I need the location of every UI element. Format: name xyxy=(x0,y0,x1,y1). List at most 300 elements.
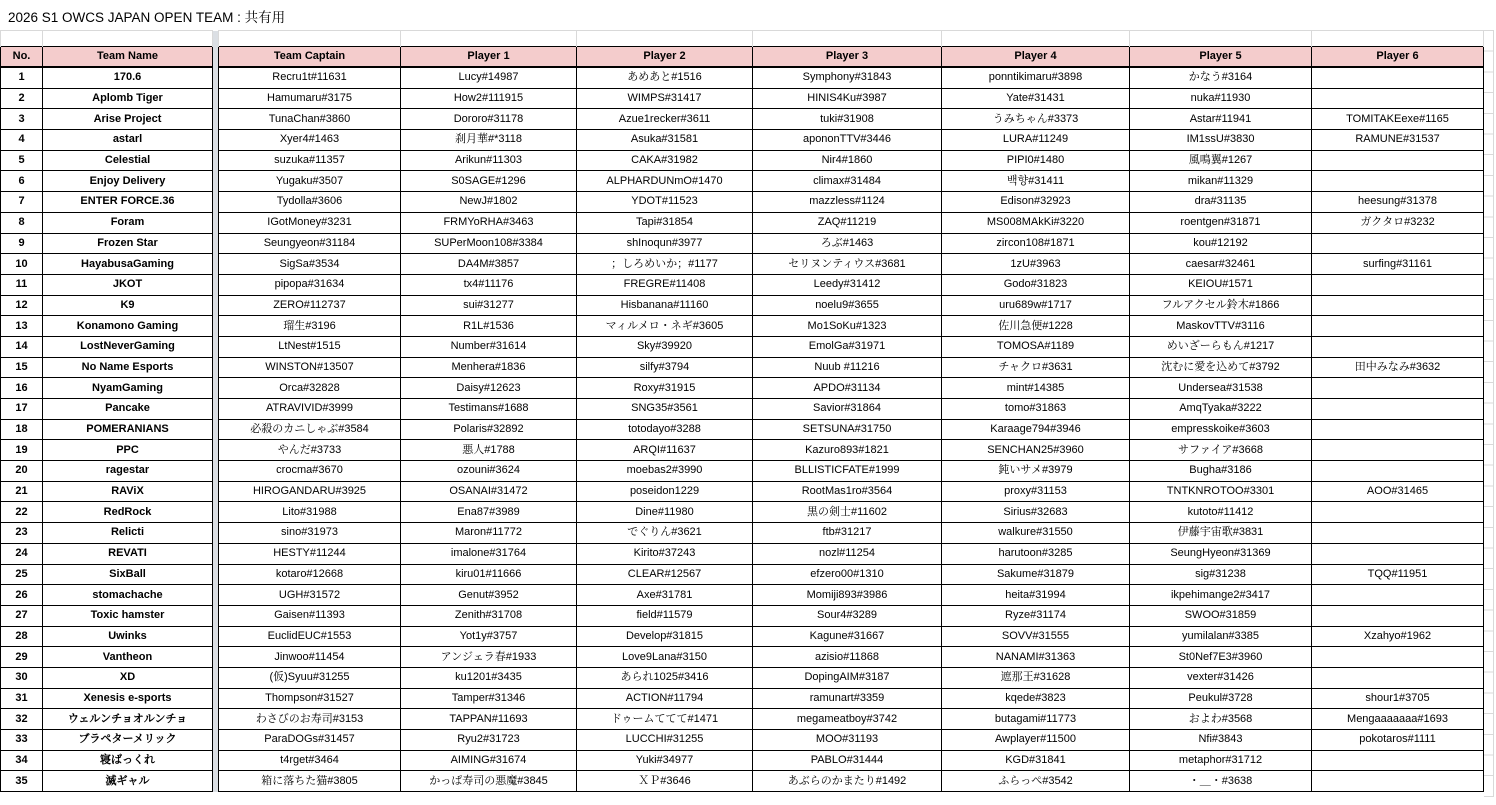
cell-player-5[interactable] xyxy=(1130,254,1312,275)
cell-team-captain[interactable] xyxy=(219,461,401,482)
cell-team-captain[interactable] xyxy=(219,357,401,378)
cell-player-1[interactable] xyxy=(401,440,577,461)
cell-player-6[interactable] xyxy=(1312,212,1484,233)
cell-player-6[interactable] xyxy=(1312,109,1484,130)
cell-player-1[interactable] xyxy=(401,233,577,254)
cell-team-captain[interactable] xyxy=(219,378,401,399)
cell-player-6[interactable] xyxy=(1312,523,1484,544)
cell-no[interactable] xyxy=(1,564,43,585)
cell-player-1[interactable] xyxy=(401,688,577,709)
cell-player-3[interactable] xyxy=(753,399,942,420)
cell-player-5[interactable] xyxy=(1130,316,1312,337)
cell-player-3[interactable] xyxy=(753,750,942,771)
cell-player-3[interactable] xyxy=(753,316,942,337)
cell-player-5[interactable] xyxy=(1130,274,1312,295)
cell-team-captain[interactable] xyxy=(219,730,401,751)
cell-team-captain[interactable] xyxy=(219,647,401,668)
cell-team-captain[interactable] xyxy=(219,109,401,130)
cell-team-name[interactable] xyxy=(43,605,213,626)
cell-player-1[interactable] xyxy=(401,709,577,730)
cell-player-2[interactable] xyxy=(577,316,753,337)
column-header-team-name[interactable]: Team Name xyxy=(43,47,213,68)
cell-player-2[interactable] xyxy=(577,378,753,399)
cell-player-6[interactable] xyxy=(1312,254,1484,275)
cell-player-1[interactable] xyxy=(401,357,577,378)
cell-team-captain[interactable] xyxy=(219,667,401,688)
cell-player-1[interactable] xyxy=(401,626,577,647)
cell-player-1[interactable] xyxy=(401,399,577,420)
cell-player-2[interactable] xyxy=(577,605,753,626)
cell-player-4[interactable] xyxy=(942,88,1130,109)
cell-player-5[interactable] xyxy=(1130,295,1312,316)
cell-team-captain[interactable] xyxy=(219,171,401,192)
cell-player-5[interactable] xyxy=(1130,461,1312,482)
cell-player-5[interactable] xyxy=(1130,543,1312,564)
cell-team-name[interactable] xyxy=(43,233,213,254)
cell-player-6[interactable] xyxy=(1312,730,1484,751)
cell-player-1[interactable] xyxy=(401,502,577,523)
cell-player-6[interactable] xyxy=(1312,67,1484,88)
cell-no[interactable] xyxy=(1,130,43,151)
cell-player-4[interactable] xyxy=(942,709,1130,730)
cell-player-4[interactable] xyxy=(942,233,1130,254)
cell-player-3[interactable] xyxy=(753,212,942,233)
cell-player-1[interactable] xyxy=(401,730,577,751)
cell-no[interactable] xyxy=(1,626,43,647)
cell-team-captain[interactable] xyxy=(219,67,401,88)
cell-player-2[interactable] xyxy=(577,730,753,751)
cell-player-6[interactable] xyxy=(1312,502,1484,523)
cell-player-4[interactable] xyxy=(942,605,1130,626)
column-header-player-1[interactable]: Player 1 xyxy=(401,47,577,68)
cell-player-5[interactable] xyxy=(1130,502,1312,523)
cell-no[interactable] xyxy=(1,688,43,709)
cell-player-3[interactable] xyxy=(753,440,942,461)
cell-player-5[interactable] xyxy=(1130,192,1312,213)
cell-player-4[interactable] xyxy=(942,130,1130,151)
cell-no[interactable] xyxy=(1,750,43,771)
cell-team-name[interactable] xyxy=(43,481,213,502)
cell-player-3[interactable] xyxy=(753,419,942,440)
cell-no[interactable] xyxy=(1,171,43,192)
cell-player-3[interactable] xyxy=(753,771,942,792)
cell-player-3[interactable] xyxy=(753,585,942,606)
cell-team-captain[interactable] xyxy=(219,295,401,316)
cell-no[interactable] xyxy=(1,543,43,564)
cell-player-5[interactable] xyxy=(1130,399,1312,420)
cell-player-4[interactable] xyxy=(942,543,1130,564)
cell-player-3[interactable] xyxy=(753,626,942,647)
cell-player-5[interactable] xyxy=(1130,709,1312,730)
cell-player-2[interactable] xyxy=(577,295,753,316)
cell-team-name[interactable] xyxy=(43,419,213,440)
cell-player-6[interactable] xyxy=(1312,647,1484,668)
cell-player-1[interactable] xyxy=(401,171,577,192)
cell-player-3[interactable] xyxy=(753,336,942,357)
cell-player-1[interactable] xyxy=(401,316,577,337)
cell-player-2[interactable] xyxy=(577,647,753,668)
cell-player-3[interactable] xyxy=(753,192,942,213)
cell-player-1[interactable] xyxy=(401,481,577,502)
cell-team-captain[interactable] xyxy=(219,523,401,544)
cell-player-6[interactable] xyxy=(1312,357,1484,378)
cell-player-5[interactable] xyxy=(1130,564,1312,585)
cell-team-captain[interactable] xyxy=(219,688,401,709)
cell-player-3[interactable] xyxy=(753,730,942,751)
cell-player-4[interactable] xyxy=(942,295,1130,316)
cell-team-name[interactable] xyxy=(43,378,213,399)
cell-no[interactable] xyxy=(1,481,43,502)
cell-player-1[interactable] xyxy=(401,88,577,109)
cell-player-2[interactable] xyxy=(577,357,753,378)
cell-player-4[interactable] xyxy=(942,771,1130,792)
cell-player-2[interactable] xyxy=(577,481,753,502)
cell-player-4[interactable] xyxy=(942,274,1130,295)
cell-player-4[interactable] xyxy=(942,254,1130,275)
cell-team-name[interactable] xyxy=(43,109,213,130)
cell-team-name[interactable] xyxy=(43,667,213,688)
cell-no[interactable] xyxy=(1,502,43,523)
cell-player-6[interactable] xyxy=(1312,316,1484,337)
cell-player-4[interactable] xyxy=(942,357,1130,378)
cell-player-4[interactable] xyxy=(942,440,1130,461)
cell-player-3[interactable] xyxy=(753,378,942,399)
cell-team-name[interactable] xyxy=(43,274,213,295)
cell-player-2[interactable] xyxy=(577,440,753,461)
cell-team-name[interactable] xyxy=(43,295,213,316)
cell-player-6[interactable] xyxy=(1312,543,1484,564)
cell-player-3[interactable] xyxy=(753,88,942,109)
cell-player-4[interactable] xyxy=(942,461,1130,482)
cell-player-6[interactable] xyxy=(1312,688,1484,709)
cell-player-5[interactable] xyxy=(1130,419,1312,440)
cell-player-5[interactable] xyxy=(1130,771,1312,792)
cell-team-name[interactable] xyxy=(43,688,213,709)
cell-player-3[interactable] xyxy=(753,254,942,275)
cell-team-captain[interactable] xyxy=(219,585,401,606)
cell-player-5[interactable] xyxy=(1130,626,1312,647)
column-header-player-6[interactable]: Player 6 xyxy=(1312,47,1484,68)
column-header-no[interactable]: No. xyxy=(1,47,43,68)
column-header-player-5[interactable]: Player 5 xyxy=(1130,47,1312,68)
cell-player-5[interactable] xyxy=(1130,357,1312,378)
cell-player-1[interactable] xyxy=(401,67,577,88)
cell-no[interactable] xyxy=(1,461,43,482)
cell-player-4[interactable] xyxy=(942,667,1130,688)
cell-player-4[interactable] xyxy=(942,150,1130,171)
cell-player-2[interactable] xyxy=(577,709,753,730)
cell-player-5[interactable] xyxy=(1130,212,1312,233)
cell-team-captain[interactable] xyxy=(219,481,401,502)
column-header-team-captain[interactable]: Team Captain xyxy=(219,47,401,68)
cell-no[interactable] xyxy=(1,357,43,378)
cell-player-1[interactable] xyxy=(401,750,577,771)
cell-player-1[interactable] xyxy=(401,336,577,357)
cell-player-4[interactable] xyxy=(942,316,1130,337)
cell-player-3[interactable] xyxy=(753,295,942,316)
cell-no[interactable] xyxy=(1,316,43,337)
cell-no[interactable] xyxy=(1,378,43,399)
cell-player-3[interactable] xyxy=(753,67,942,88)
cell-player-3[interactable] xyxy=(753,150,942,171)
cell-player-2[interactable] xyxy=(577,667,753,688)
cell-player-5[interactable] xyxy=(1130,667,1312,688)
cell-player-4[interactable] xyxy=(942,419,1130,440)
cell-player-1[interactable] xyxy=(401,419,577,440)
cell-player-4[interactable] xyxy=(942,212,1130,233)
cell-player-5[interactable] xyxy=(1130,378,1312,399)
cell-team-captain[interactable] xyxy=(219,212,401,233)
cell-team-captain[interactable] xyxy=(219,771,401,792)
cell-player-4[interactable] xyxy=(942,688,1130,709)
cell-player-1[interactable] xyxy=(401,254,577,275)
cell-player-3[interactable] xyxy=(753,461,942,482)
cell-player-4[interactable] xyxy=(942,192,1130,213)
cell-team-name[interactable] xyxy=(43,336,213,357)
cell-no[interactable] xyxy=(1,419,43,440)
cell-player-4[interactable] xyxy=(942,399,1130,420)
cell-player-1[interactable] xyxy=(401,564,577,585)
cell-team-name[interactable] xyxy=(43,357,213,378)
cell-no[interactable] xyxy=(1,295,43,316)
cell-player-6[interactable] xyxy=(1312,274,1484,295)
cell-player-1[interactable] xyxy=(401,150,577,171)
cell-player-5[interactable] xyxy=(1130,481,1312,502)
cell-player-2[interactable] xyxy=(577,192,753,213)
cell-team-name[interactable] xyxy=(43,543,213,564)
cell-player-1[interactable] xyxy=(401,295,577,316)
cell-player-4[interactable] xyxy=(942,626,1130,647)
cell-player-4[interactable] xyxy=(942,378,1130,399)
cell-team-name[interactable] xyxy=(43,150,213,171)
cell-team-captain[interactable] xyxy=(219,605,401,626)
cell-player-1[interactable] xyxy=(401,212,577,233)
cell-no[interactable] xyxy=(1,254,43,275)
cell-player-4[interactable] xyxy=(942,730,1130,751)
cell-no[interactable] xyxy=(1,336,43,357)
cell-player-3[interactable] xyxy=(753,233,942,254)
cell-player-6[interactable] xyxy=(1312,709,1484,730)
cell-player-5[interactable] xyxy=(1130,171,1312,192)
cell-no[interactable] xyxy=(1,212,43,233)
cell-player-3[interactable] xyxy=(753,543,942,564)
cell-player-6[interactable] xyxy=(1312,419,1484,440)
cell-player-2[interactable] xyxy=(577,150,753,171)
column-header-player-3[interactable]: Player 3 xyxy=(753,47,942,68)
cell-player-4[interactable] xyxy=(942,171,1130,192)
cell-no[interactable] xyxy=(1,585,43,606)
cell-team-name[interactable] xyxy=(43,730,213,751)
cell-team-name[interactable] xyxy=(43,399,213,420)
cell-player-2[interactable] xyxy=(577,109,753,130)
cell-player-5[interactable] xyxy=(1130,750,1312,771)
cell-team-name[interactable] xyxy=(43,564,213,585)
cell-team-name[interactable] xyxy=(43,461,213,482)
cell-player-3[interactable] xyxy=(753,502,942,523)
cell-team-name[interactable] xyxy=(43,254,213,275)
cell-player-6[interactable] xyxy=(1312,336,1484,357)
cell-team-captain[interactable] xyxy=(219,564,401,585)
cell-player-6[interactable] xyxy=(1312,481,1484,502)
cell-player-2[interactable] xyxy=(577,688,753,709)
cell-player-5[interactable] xyxy=(1130,585,1312,606)
cell-player-5[interactable] xyxy=(1130,130,1312,151)
cell-player-2[interactable] xyxy=(577,523,753,544)
cell-player-2[interactable] xyxy=(577,543,753,564)
cell-player-5[interactable] xyxy=(1130,88,1312,109)
cell-player-3[interactable] xyxy=(753,647,942,668)
cell-player-6[interactable] xyxy=(1312,130,1484,151)
cell-no[interactable] xyxy=(1,109,43,130)
cell-player-2[interactable] xyxy=(577,274,753,295)
cell-team-captain[interactable] xyxy=(219,399,401,420)
cell-team-name[interactable] xyxy=(43,67,213,88)
cell-player-2[interactable] xyxy=(577,171,753,192)
cell-team-captain[interactable] xyxy=(219,130,401,151)
cell-player-4[interactable] xyxy=(942,523,1130,544)
cell-no[interactable] xyxy=(1,440,43,461)
cell-no[interactable] xyxy=(1,667,43,688)
cell-team-name[interactable] xyxy=(43,212,213,233)
cell-player-5[interactable] xyxy=(1130,336,1312,357)
cell-player-3[interactable] xyxy=(753,109,942,130)
cell-player-6[interactable] xyxy=(1312,564,1484,585)
cell-team-captain[interactable] xyxy=(219,316,401,337)
cell-player-3[interactable] xyxy=(753,171,942,192)
cell-player-2[interactable] xyxy=(577,419,753,440)
cell-player-6[interactable] xyxy=(1312,440,1484,461)
cell-no[interactable] xyxy=(1,150,43,171)
cell-player-1[interactable] xyxy=(401,378,577,399)
cell-player-1[interactable] xyxy=(401,461,577,482)
cell-team-name[interactable] xyxy=(43,440,213,461)
cell-team-captain[interactable] xyxy=(219,192,401,213)
cell-no[interactable] xyxy=(1,274,43,295)
cell-player-1[interactable] xyxy=(401,523,577,544)
cell-team-name[interactable] xyxy=(43,647,213,668)
cell-player-2[interactable] xyxy=(577,336,753,357)
cell-player-6[interactable] xyxy=(1312,192,1484,213)
cell-player-4[interactable] xyxy=(942,750,1130,771)
cell-team-captain[interactable] xyxy=(219,440,401,461)
cell-player-1[interactable] xyxy=(401,771,577,792)
cell-player-3[interactable] xyxy=(753,564,942,585)
cell-player-2[interactable] xyxy=(577,212,753,233)
cell-player-2[interactable] xyxy=(577,564,753,585)
cell-player-4[interactable] xyxy=(942,336,1130,357)
cell-player-1[interactable] xyxy=(401,647,577,668)
cell-team-name[interactable] xyxy=(43,750,213,771)
cell-player-6[interactable] xyxy=(1312,750,1484,771)
cell-player-4[interactable] xyxy=(942,109,1130,130)
cell-player-6[interactable] xyxy=(1312,171,1484,192)
cell-player-2[interactable] xyxy=(577,399,753,420)
cell-player-4[interactable] xyxy=(942,67,1130,88)
cell-player-1[interactable] xyxy=(401,585,577,606)
cell-player-6[interactable] xyxy=(1312,605,1484,626)
cell-player-2[interactable] xyxy=(577,502,753,523)
cell-player-4[interactable] xyxy=(942,585,1130,606)
cell-team-captain[interactable] xyxy=(219,274,401,295)
cell-player-5[interactable] xyxy=(1130,233,1312,254)
cell-player-1[interactable] xyxy=(401,543,577,564)
cell-no[interactable] xyxy=(1,709,43,730)
cell-team-captain[interactable] xyxy=(219,254,401,275)
cell-player-1[interactable] xyxy=(401,605,577,626)
cell-no[interactable] xyxy=(1,88,43,109)
cell-player-2[interactable] xyxy=(577,254,753,275)
cell-team-captain[interactable] xyxy=(219,233,401,254)
cell-team-name[interactable] xyxy=(43,771,213,792)
cell-player-3[interactable] xyxy=(753,709,942,730)
cell-player-5[interactable] xyxy=(1130,440,1312,461)
cell-team-captain[interactable] xyxy=(219,543,401,564)
cell-player-2[interactable] xyxy=(577,771,753,792)
cell-player-5[interactable] xyxy=(1130,605,1312,626)
cell-player-2[interactable] xyxy=(577,233,753,254)
cell-player-3[interactable] xyxy=(753,605,942,626)
cell-no[interactable] xyxy=(1,605,43,626)
cell-team-name[interactable] xyxy=(43,626,213,647)
cell-player-5[interactable] xyxy=(1130,150,1312,171)
cell-player-3[interactable] xyxy=(753,274,942,295)
cell-player-6[interactable] xyxy=(1312,585,1484,606)
cell-team-captain[interactable] xyxy=(219,88,401,109)
cell-player-3[interactable] xyxy=(753,481,942,502)
cell-player-2[interactable] xyxy=(577,461,753,482)
cell-player-3[interactable] xyxy=(753,130,942,151)
cell-no[interactable] xyxy=(1,771,43,792)
cell-team-captain[interactable] xyxy=(219,502,401,523)
cell-player-6[interactable] xyxy=(1312,667,1484,688)
cell-player-2[interactable] xyxy=(577,67,753,88)
cell-player-3[interactable] xyxy=(753,667,942,688)
cell-team-name[interactable] xyxy=(43,502,213,523)
cell-player-2[interactable] xyxy=(577,130,753,151)
cell-no[interactable] xyxy=(1,730,43,751)
cell-player-1[interactable] xyxy=(401,274,577,295)
cell-no[interactable] xyxy=(1,192,43,213)
cell-player-2[interactable] xyxy=(577,626,753,647)
cell-team-captain[interactable] xyxy=(219,150,401,171)
cell-player-6[interactable] xyxy=(1312,378,1484,399)
cell-no[interactable] xyxy=(1,523,43,544)
cell-team-name[interactable] xyxy=(43,585,213,606)
cell-player-1[interactable] xyxy=(401,192,577,213)
cell-player-3[interactable] xyxy=(753,357,942,378)
cell-player-3[interactable] xyxy=(753,523,942,544)
cell-player-4[interactable] xyxy=(942,481,1130,502)
cell-player-6[interactable] xyxy=(1312,88,1484,109)
cell-player-6[interactable] xyxy=(1312,295,1484,316)
cell-player-6[interactable] xyxy=(1312,461,1484,482)
cell-team-name[interactable] xyxy=(43,316,213,337)
cell-team-name[interactable] xyxy=(43,709,213,730)
cell-player-2[interactable] xyxy=(577,750,753,771)
cell-player-1[interactable] xyxy=(401,667,577,688)
cell-team-name[interactable] xyxy=(43,192,213,213)
cell-player-2[interactable] xyxy=(577,88,753,109)
cell-player-4[interactable] xyxy=(942,647,1130,668)
cell-team-name[interactable] xyxy=(43,88,213,109)
cell-team-name[interactable] xyxy=(43,523,213,544)
cell-player-5[interactable] xyxy=(1130,688,1312,709)
cell-no[interactable] xyxy=(1,233,43,254)
cell-team-name[interactable] xyxy=(43,130,213,151)
cell-no[interactable] xyxy=(1,67,43,88)
cell-player-5[interactable] xyxy=(1130,109,1312,130)
cell-player-1[interactable] xyxy=(401,130,577,151)
